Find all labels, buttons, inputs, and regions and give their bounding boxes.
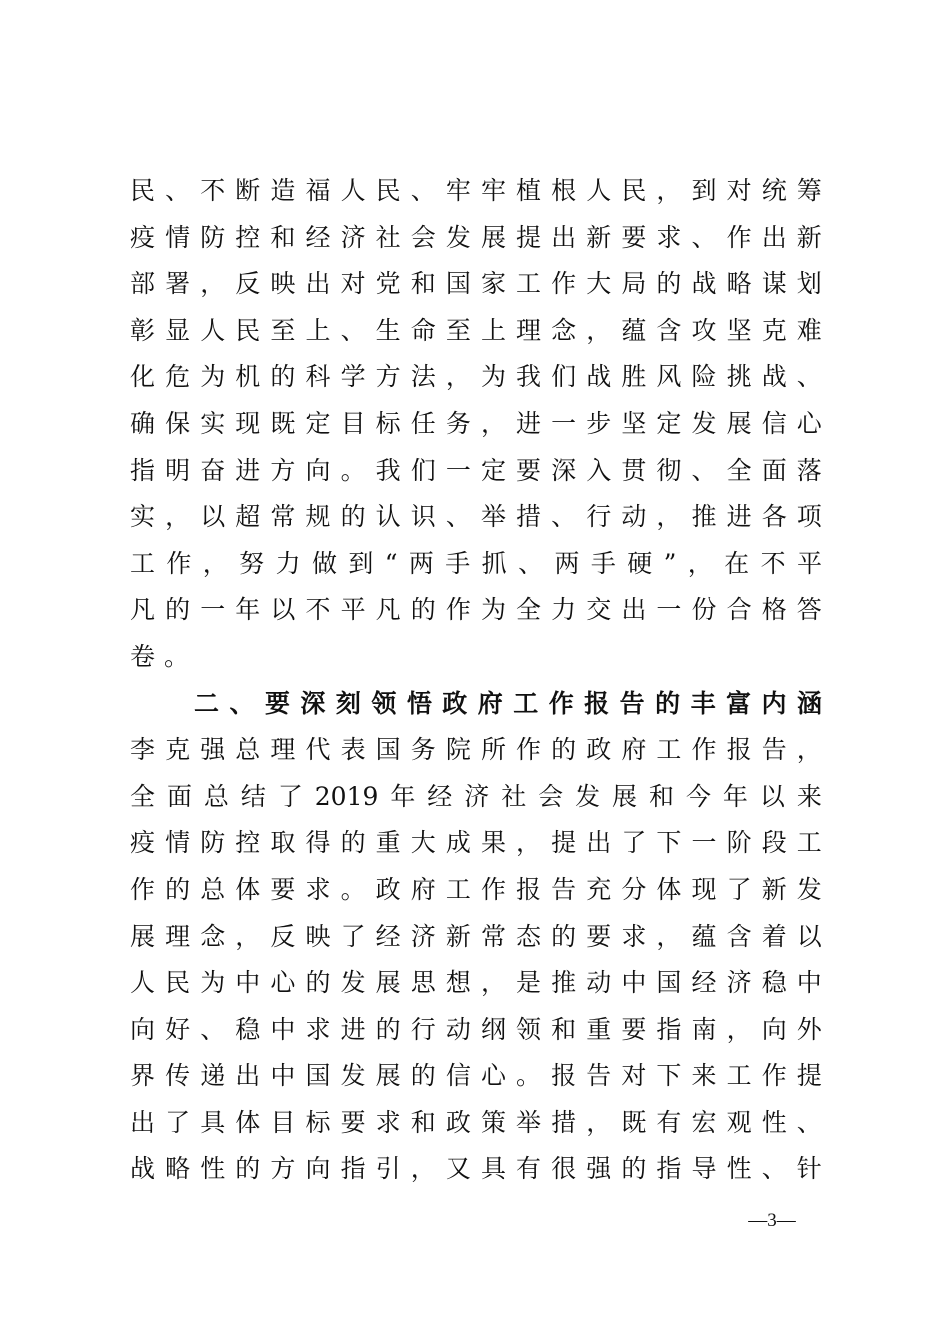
text-line: 向 好 、 稳 中 求 进 的 行 动 纲 领 和 重 要 指 南 ， 向 外 <box>130 1014 822 1044</box>
text-line: 战 略 性 的 方 向 指 引 ， 又 具 有 很 强 的 指 导 性 、 针 <box>130 1154 822 1184</box>
text-line: 化 危 为 机 的 科 学 方 法 ， 为 我 们 战 胜 风 险 挑 战 、 <box>130 362 822 392</box>
page-number: —3— <box>748 1210 796 1231</box>
text-line: 确 保 实 现 既 定 目 标 任 务 ， 进 一 步 坚 定 发 展 信 心 <box>130 408 822 438</box>
text-line: 人 民 为 中 心 的 发 展 思 想 ， 是 推 动 中 国 经 济 稳 中 <box>130 968 822 998</box>
body-text <box>130 168 822 1193</box>
section-heading: 二 、 要 深 刻 领 悟 政 府 工 作 报 告 的 丰 富 内 涵 <box>194 688 822 718</box>
text-line: 实 ， 以 超 常 规 的 认 识 、 举 措 、 行 动 ， 推 进 各 项 <box>130 502 822 532</box>
text-line: 李 克 强 总 理 代 表 国 务 院 所 作 的 政 府 工 作 报 告 ， <box>130 735 822 765</box>
text-line: 工 作 ， 努 力 做 到 “ 两 手 抓 、 两 手 硬 ” ， 在 不 平 <box>130 548 822 578</box>
text-line: 展 理 念 ， 反 映 了 经 济 新 常 态 的 要 求 ， 蕴 含 着 以 <box>130 921 822 951</box>
text-line: 指 明 奋 进 方 向 。 我 们 一 定 要 深 入 贯 彻 、 全 面 落 <box>130 455 822 485</box>
text-line: 民 、 不 断 造 福 人 民 、 牢 牢 植 根 人 民 ， 到 对 统 筹 <box>130 176 822 205</box>
text-line: 卷 。 <box>130 641 190 671</box>
text-line: 凡 的 一 年 以 不 平 凡 的 作 为 全 力 交 出 一 份 合 格 答 <box>130 595 822 625</box>
text-line: 疫 情 防 控 取 得 的 重 大 成 果 ， 提 出 了 下 一 阶 段 工 <box>130 828 822 858</box>
text-line: 疫 情 防 控 和 经 济 社 会 发 展 提 出 新 要 求 、 作 出 新 <box>130 222 822 252</box>
text-line: 部 署 ， 反 映 出 对 党 和 国 家 工 作 大 局 的 战 略 谋 划 <box>130 269 822 299</box>
text-line: 作 的 总 体 要 求 。 政 府 工 作 报 告 充 分 体 现 了 新 发 <box>130 874 822 904</box>
text-line: 界 传 递 出 中 国 发 展 的 信 心 。 报 告 对 下 来 工 作 提 <box>130 1061 822 1091</box>
text-line: 出 了 具 体 目 标 要 求 和 政 策 举 措 ， 既 有 宏 观 性 、 <box>130 1107 822 1137</box>
text-line: 彰 显 人 民 至 上 、 生 命 至 上 理 念 ， 蕴 含 攻 坚 克 难 <box>130 315 822 345</box>
text-line: 全 面 总 结 了 2019 年 经 济 社 会 发 展 和 今 年 以 来 <box>130 781 822 811</box>
